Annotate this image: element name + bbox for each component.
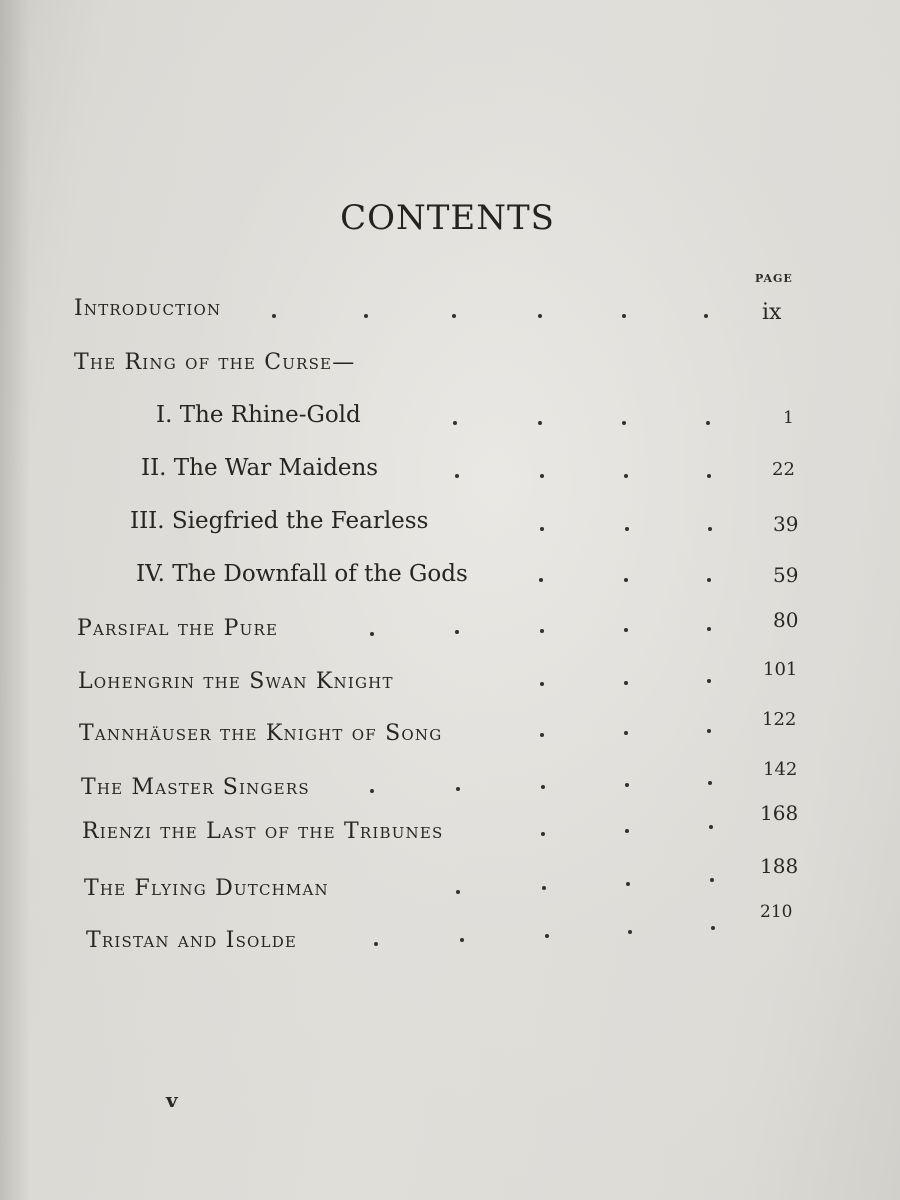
leader-dot [540, 474, 544, 478]
toc-entry-parsifal [0, 608, 900, 656]
toc-entry-downfall-of-the-gods [0, 561, 900, 601]
leader-dot [541, 832, 545, 836]
leader-dot [538, 421, 542, 425]
leader-dot [625, 783, 629, 787]
toc-entry-title: Introduction [74, 296, 222, 321]
leader-dot [706, 421, 710, 425]
toc-entry-title: III. Siegfried the Fearless [130, 508, 429, 534]
leader-dot [364, 314, 368, 318]
leader-dot [626, 882, 630, 886]
leader-dot [625, 829, 629, 833]
leader-dot [453, 421, 457, 425]
toc-entry-page: 1 [783, 408, 794, 428]
leader-dot [707, 578, 711, 582]
toc-entry-title: II. The War Maidens [141, 455, 379, 481]
leader-dot [707, 474, 711, 478]
leader-dot [456, 890, 460, 894]
leader-dot [704, 314, 708, 318]
leader-dot [708, 527, 712, 531]
toc-entry-page: 80 [773, 608, 799, 632]
leader-dot [538, 314, 542, 318]
leader-dot [272, 314, 276, 318]
toc-entry-title: The Master Singers [81, 775, 310, 800]
page-column-label: PAGE [755, 272, 793, 285]
leader-dot [542, 886, 546, 890]
toc-entry-ring-of-the-curse [0, 350, 900, 390]
leader-dot [624, 628, 628, 632]
leader-dot [625, 527, 629, 531]
toc-entry-page: 39 [773, 512, 799, 536]
toc-entry-title: Tristan and Isolde [86, 928, 298, 953]
leader-dot [707, 627, 711, 631]
leader-dot [540, 629, 544, 633]
folio-number: v [166, 1088, 178, 1112]
toc-entry-title: The Ring of the Curse— [74, 350, 356, 375]
leader-dot [374, 942, 378, 946]
toc-entry-page: 122 [762, 709, 797, 730]
toc-entry-page: ix [762, 300, 782, 325]
leader-dot [628, 930, 632, 934]
leader-dot [541, 785, 545, 789]
leader-dot [540, 733, 544, 737]
toc-entry-tristan-and-isolde [0, 902, 900, 968]
toc-entry-page: 22 [772, 459, 795, 480]
toc-entry-lohengrin [0, 659, 900, 709]
leader-dot [624, 474, 628, 478]
leader-dot [540, 527, 544, 531]
leader-dot [711, 926, 715, 930]
toc-entry-title: Lohengrin the Swan Knight [78, 669, 394, 694]
leader-dot [709, 825, 713, 829]
leader-dot [540, 682, 544, 686]
leader-dot [624, 681, 628, 685]
leader-dot [710, 878, 714, 882]
toc-entry-title: IV. The Downfall of the Gods [136, 561, 468, 587]
toc-entry-title: Parsifal the Pure [77, 616, 279, 641]
toc-entry-page: 142 [763, 759, 798, 780]
toc-entry-page: 101 [763, 659, 798, 680]
toc-entry-war-maidens [0, 455, 900, 495]
leader-dot [539, 578, 543, 582]
toc-entry-page: 188 [760, 854, 799, 878]
leader-dot [545, 934, 549, 938]
toc-entry-introduction [0, 296, 900, 336]
toc-entry-title: Tannhäuser the Knight of Song [79, 721, 443, 746]
leader-dot [455, 474, 459, 478]
toc-entry-title: I. The Rhine-Gold [156, 402, 361, 428]
leader-dot [370, 789, 374, 793]
leader-dot [455, 630, 459, 634]
leader-dot [452, 314, 456, 318]
toc-entry-rienzi [0, 801, 900, 859]
toc-entry-title: Rienzi the Last of the Tribunes [82, 819, 444, 844]
leader-dot [707, 729, 711, 733]
leader-dot [456, 787, 460, 791]
toc-entry-title: The Flying Dutchman [84, 876, 329, 901]
leader-dot [624, 731, 628, 735]
leader-dot [622, 314, 626, 318]
toc-entry-tannhauser [0, 709, 900, 761]
leader-dot [622, 421, 626, 425]
toc-entry-page: 210 [760, 902, 793, 922]
toc-entry-rhine-gold [0, 402, 900, 442]
contents-heading: CONTENTS [340, 198, 555, 238]
leader-dot [707, 679, 711, 683]
toc-entry-page: 168 [760, 801, 799, 825]
leader-dot [708, 781, 712, 785]
toc-entry-page: 59 [773, 563, 799, 587]
leader-dot [370, 632, 374, 636]
leader-dot [460, 938, 464, 942]
toc-entry-siegfried-the-fearless [0, 508, 900, 548]
leader-dot [624, 578, 628, 582]
